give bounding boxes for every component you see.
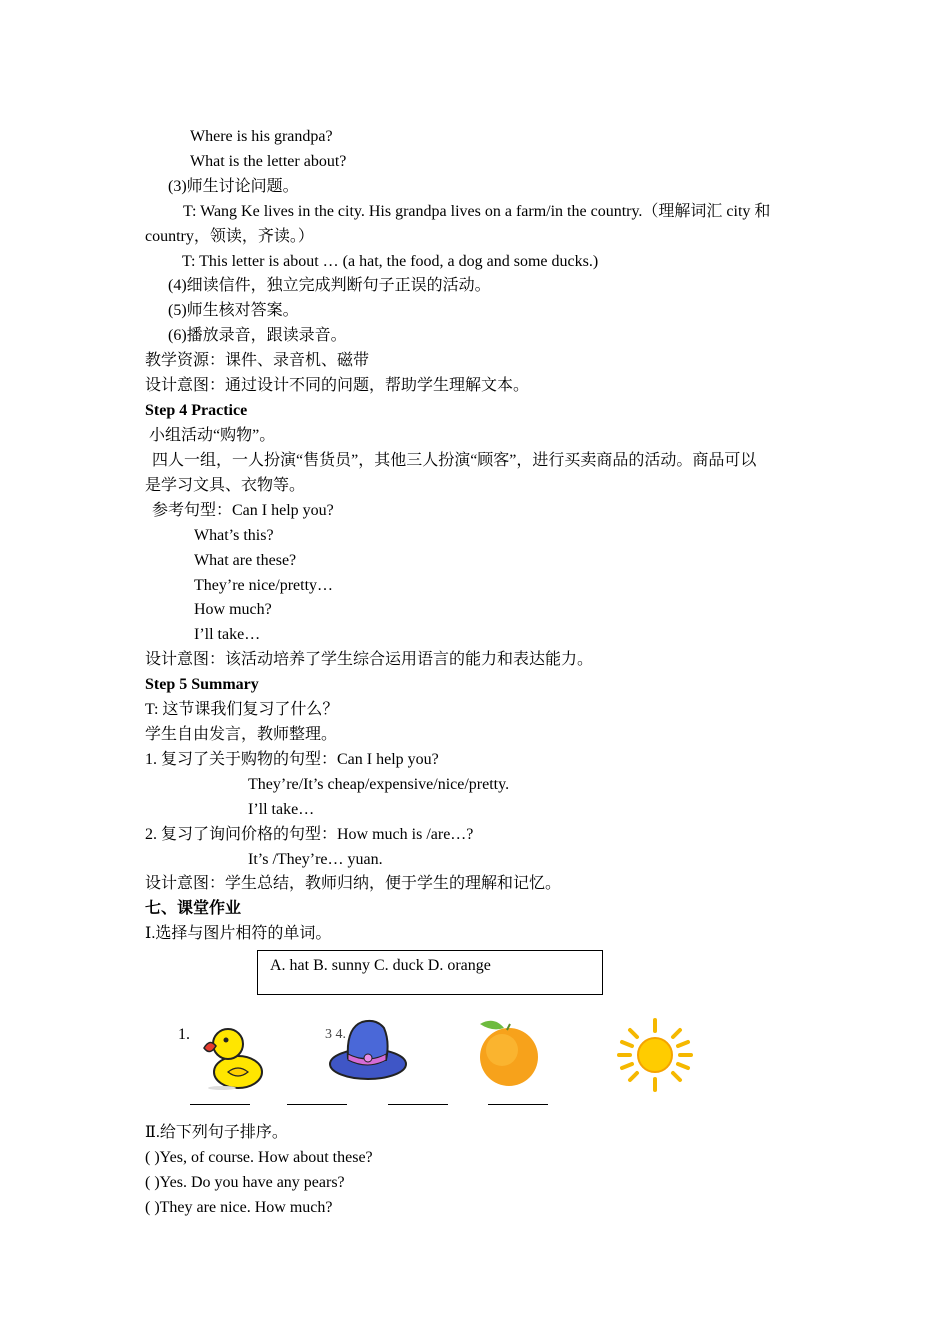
step4-line: What’s this? [194, 527, 274, 544]
step5-line: 学生自由发言，教师整理。 [145, 726, 338, 743]
sentence-item: ( )They are nice. How much? [145, 1199, 333, 1216]
answer-blank[interactable] [190, 1104, 250, 1105]
step5-heading: Step 5 Summary [145, 676, 259, 693]
answer-blank[interactable] [287, 1104, 347, 1105]
item-number-3-4: 3 4. [325, 1027, 346, 1042]
sentence-item: ( )Yes, of course. How about these? [145, 1149, 373, 1166]
resources-line: 教学资源：课件、录音机、磁带 [145, 352, 370, 369]
step-item-5: (5)师生核对答案。 [168, 302, 299, 319]
step4-line: What are these? [194, 552, 297, 569]
step4-line: 四人一组，一人扮演“售货员”，其他三人扮演“顾客”，进行买卖商品的活动。商品可以 [152, 452, 757, 469]
teacher-line-2: T: This letter is about … (a hat, the food, a dog and some ducks.) [182, 253, 599, 270]
item-number-1: 1. [178, 1026, 190, 1043]
step5-line: 2. 复习了询问价格的句型：How much is /are…? [145, 826, 474, 843]
homework-heading: 七、课堂作业 [145, 900, 242, 917]
question-line-1: Where is his grandpa? [190, 128, 333, 145]
question-line-2: What is the letter about? [190, 153, 347, 170]
step4-line: 设计意图：该活动培养了学生综合运用语言的能力和表达能力。 [145, 651, 594, 668]
step5-line: It’s /They’re… yuan. [248, 851, 383, 868]
options-box [257, 950, 603, 995]
sentence-item: ( )Yes. Do you have any pears? [145, 1174, 345, 1191]
step4-line: 小组活动“购物”。 [149, 427, 276, 444]
hat-picture [328, 1018, 408, 1082]
step5-line: They’re/It’s cheap/expensive/nice/pretty. [248, 776, 510, 793]
teacher-line-1-cont: country，领读，齐读。） [145, 228, 314, 245]
options-text: A. hat B. sunny C. duck D. orange [270, 957, 491, 974]
answer-blank[interactable] [488, 1104, 548, 1105]
step4-line: How much? [194, 601, 272, 618]
step-item-4: (4)细读信件，独立完成判断句子正误的活动。 [168, 277, 491, 294]
sun-picture [614, 1018, 696, 1092]
step4-line: I’ll take… [194, 626, 261, 643]
design-intent-1: 设计意图：通过设计不同的问题，帮助学生理解文本。 [145, 377, 530, 394]
step4-line: They’re nice/pretty… [194, 577, 334, 594]
orange-picture [474, 1018, 544, 1088]
step-item-6: (6)播放录音，跟读录音。 [168, 327, 347, 344]
part1-instruction: Ⅰ.选择与图片相符的单词。 [145, 925, 332, 942]
step5-line: I’ll take… [248, 801, 315, 818]
step4-line: 参考句型：Can I help you? [152, 502, 334, 519]
step4-line: 是学习文具、衣物等。 [145, 477, 306, 494]
answer-blank[interactable] [388, 1104, 448, 1105]
step4-heading: Step 4 Practice [145, 402, 248, 419]
step5-line: 设计意图：学生总结，教师归纳，便于学生的理解和记忆。 [145, 875, 562, 892]
duck-picture [198, 1018, 266, 1090]
teacher-line-1: T: Wang Ke lives in the city. His grandpa lives on a farm/in the country.（理解词汇 city 和 [183, 203, 771, 220]
step5-line: 1. 复习了关于购物的句型：Can I help you? [145, 751, 439, 768]
step-item-3: (3)师生讨论问题。 [168, 178, 299, 195]
part2-instruction: Ⅱ.给下列句子排序。 [145, 1124, 288, 1141]
step5-line: T: 这节课我们复习了什么？ [145, 701, 339, 718]
